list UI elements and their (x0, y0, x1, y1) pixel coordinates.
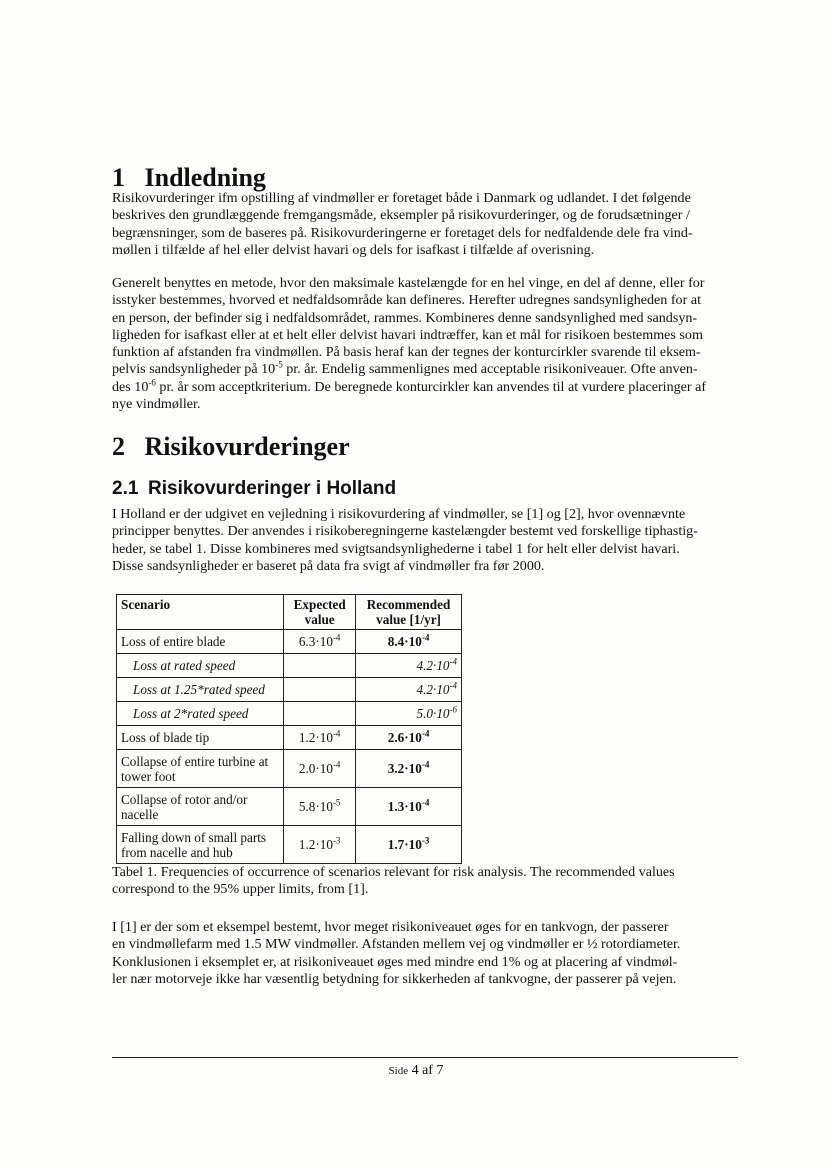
text-line (112, 361, 737, 378)
table-row (117, 726, 462, 750)
expected-cell (284, 726, 356, 750)
scenario-cell: Loss at rated speed (117, 654, 284, 678)
recommended-cell (356, 750, 462, 788)
text-line: Risikovurderinger ifm opstilling af vindmøller er foretaget både i Danmark og udlandet. I det følgende (112, 190, 691, 206)
section-2-1-paragraph (112, 506, 737, 575)
footer-page-number: 4 af 7 (411, 1063, 444, 1078)
expected-cell (284, 654, 356, 678)
text-line: møllen i tilfælde af hel eller delvist havari og dels for isafkast i tilfælde af overisning. (112, 241, 595, 258)
text-line: correspond to the 95% upper limits, from [1]. (112, 881, 369, 898)
section-2-1-paragraph-2 (112, 919, 737, 988)
header-line: Recommended (366, 597, 451, 612)
text-fragment: pr. år. Endelig sammenlignes med acceptable risikoniveauer. Ofte anven- (282, 361, 698, 378)
section-2-1-heading (112, 477, 396, 501)
recommended-cell (356, 702, 462, 726)
value-mantissa: 4.2·10 (416, 658, 450, 673)
text-line: en vindmøllefarm med 1.5 MW vindmøller. Afstanden mellem vej og vindmøller er ½ rotordiameter. (112, 936, 681, 953)
text-line: ler nær motorveje ikke har væsentlig betydning for sikkerheden af tankvogne, der passerer på vejen. (112, 970, 677, 987)
scenario-cell: Loss of blade tip (117, 726, 284, 750)
scenario-line: nacelle (121, 806, 159, 822)
text-fragment: pr. år som acceptkriterium. De beregnede konturcirkler kan anvendes til at vurdere placeringer af (155, 378, 707, 395)
recommended-cell (356, 726, 462, 750)
recommended-cell (356, 826, 462, 864)
expected-cell (284, 788, 356, 826)
recommended-cell (356, 630, 462, 654)
table-row (117, 630, 462, 654)
value-exponent: -4 (421, 632, 430, 643)
scenario-line: Collapse of entire turbine at (121, 753, 269, 769)
header-line: value [1/yr] (376, 612, 441, 627)
scenario-cell (117, 826, 284, 864)
value-exponent: -4 (449, 680, 457, 691)
exponent: -5 (275, 359, 283, 370)
scenario-frequency-table (116, 594, 462, 864)
value-mantissa: 1.2·10 (298, 730, 333, 745)
text-line: ligheden for isafkast eller at et helt eller delvist havari indtræffer, kan et mål for risikoen bestemmes som (112, 326, 703, 343)
text-fragment: des 10 (112, 378, 149, 395)
value-exponent: -4 (421, 759, 430, 770)
table-row (117, 788, 462, 826)
text-line: I [1] er der som et eksempel bestemt, hvor meget risikoniveauet øges for en tankvogn, der passerer (112, 919, 669, 935)
scenario-line: Falling down of small parts (121, 829, 267, 845)
section-2-title: Risikovurderinger (144, 432, 350, 461)
table-caption (112, 864, 737, 899)
value-mantissa: 2.0·10 (298, 761, 333, 776)
expected-cell (284, 702, 356, 726)
value-mantissa: 5.0·10 (416, 706, 450, 721)
text-line: begrænsninger, som de baseres på. Risikovurderingerne er foretaget dels for nedfaldende dele fra vind- (112, 224, 693, 241)
text-line: nye vindmøller. (112, 396, 201, 413)
section-2-number: 2 (112, 432, 125, 461)
text-line: I Holland er der udgivet en vejledning i risikovurdering af vindmøller, se [1] og [2], hvor ovennævnte (112, 506, 686, 522)
value-mantissa: 1.2·10 (298, 837, 333, 852)
value-exponent: -5 (332, 797, 341, 808)
value-exponent: -3 (421, 835, 430, 846)
value-exponent: -6 (449, 704, 457, 715)
text-line: Generelt benyttes en metode, hvor den maksimale kastelængde for en hel vinge, en del af denne, eller for (112, 275, 705, 291)
scenario-line: from nacelle and hub (121, 844, 233, 860)
recommended-cell (356, 654, 462, 678)
section-2-1-title: Risikovurderinger i Holland (148, 478, 397, 499)
recommended-cell (356, 788, 462, 826)
table-row (117, 654, 462, 678)
text-line: funktion af afstanden fra vindmøllen. På basis heraf kan der tegnes der konturcirkler svarende til eksem- (112, 344, 701, 361)
value-mantissa: 5.8·10 (298, 799, 333, 814)
exponent: -6 (148, 377, 156, 388)
value-mantissa: 8.4·10 (387, 634, 422, 649)
text-line: Konklusionen i eksemplet er, at risikoniveauet øges med mindre end 1% og at placering af vindmøl- (112, 953, 678, 970)
table-row (117, 678, 462, 702)
value-exponent: -3 (332, 835, 341, 846)
text-line: beskrives den grundlæggende fremgangsmåde, eksempler på risikovurderinger, og de forudsætninger / (112, 207, 690, 224)
expected-cell (284, 678, 356, 702)
scenario-line: Collapse of rotor and/or (121, 791, 248, 807)
table-row (117, 750, 462, 788)
header-recommended-value (356, 595, 462, 630)
text-line: Tabel 1. Frequencies of occurrence of scenarios relevant for risk analysis. The recommended values (112, 864, 675, 880)
scenario-cell (117, 788, 284, 826)
text-line: heder, se tabel 1. Disse kombineres med svigtsandsynlighederne i tabel 1 for helt eller delvist havari. (112, 540, 680, 557)
value-mantissa: 1.3·10 (387, 799, 422, 814)
footer-side-label: Side (388, 1065, 409, 1077)
value-exponent: -4 (332, 632, 341, 643)
section-1-paragraph-1 (112, 190, 737, 259)
text-line: Disse sandsynligheder er baseret på data fra svigt af vindmøller fra før 2000. (112, 557, 545, 574)
page-footer (0, 1063, 832, 1079)
section-2-1-number: 2.1 (112, 478, 139, 499)
expected-cell (284, 826, 356, 864)
scenario-cell: Loss at 2*rated speed (117, 702, 284, 726)
section-1-heading (112, 163, 266, 193)
header-expected-value (284, 595, 356, 630)
table-row (117, 702, 462, 726)
text-line: en person, der befinder sig i nedfaldsområdet, rammes. Kombineres denne sandsynlighed med sandsyn- (112, 309, 698, 326)
value-mantissa: 1.7·10 (387, 837, 422, 852)
scenario-line: tower foot (121, 768, 176, 784)
text-line: isstyker bestemmes, hvorved et nedfaldsområde kan defineres. Herefter udregnes sandsynligheden for at (112, 292, 701, 309)
text-line (112, 379, 737, 396)
scenario-cell: Loss of entire blade (117, 630, 284, 654)
scenario-cell (117, 750, 284, 788)
expected-cell (284, 750, 356, 788)
scenario-cell: Loss at 1.25*rated speed (117, 678, 284, 702)
table-row (117, 826, 462, 864)
value-mantissa: 6.3·10 (298, 634, 333, 649)
value-exponent: -4 (332, 728, 341, 739)
header-scenario: Scenario (117, 595, 284, 630)
recommended-cell (356, 678, 462, 702)
footer-divider (112, 1057, 738, 1058)
value-mantissa: 3.2·10 (387, 761, 422, 776)
table-header-row (117, 595, 462, 630)
section-1-number: 1 (112, 163, 125, 192)
value-exponent: -4 (449, 656, 457, 667)
section-2-heading (112, 432, 350, 462)
text-fragment: pelvis sandsynligheder på 10 (112, 361, 276, 378)
value-exponent: -4 (332, 759, 341, 770)
value-mantissa: 2.6·10 (387, 730, 422, 745)
header-line: Expected (293, 597, 346, 612)
section-1-title: Indledning (144, 163, 266, 192)
header-line: value (304, 612, 335, 627)
section-1-paragraph-2 (112, 275, 737, 413)
text-line: principper benyttes. Der anvendes i risikoberegningerne kastelængder bestemt ved forskellige tiphastig- (112, 523, 698, 540)
value-exponent: -4 (421, 797, 430, 808)
expected-cell (284, 630, 356, 654)
value-mantissa: 4.2·10 (416, 682, 450, 697)
value-exponent: -4 (421, 728, 430, 739)
